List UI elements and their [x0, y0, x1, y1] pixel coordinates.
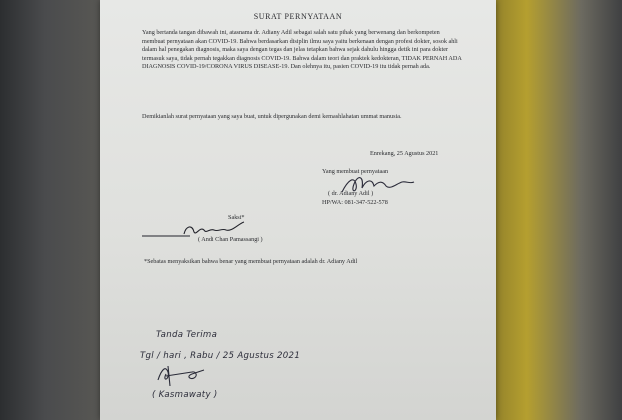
receiver-signature: [152, 362, 212, 388]
background-right: [486, 0, 622, 420]
witness-note: *Sebatas menyaksikan bahwa benar yang membuat pernyataan adalah dr. Adiany Adil: [144, 258, 358, 265]
witness-signature: [140, 218, 255, 242]
witness-label: Saksi*: [228, 214, 245, 221]
document-page: [100, 0, 496, 420]
signatory-label: Yang membuat pernyataan: [322, 168, 389, 175]
handwritten-receiver: ( Kasmawaty ): [152, 390, 218, 400]
signatory-signature: [338, 172, 418, 200]
handwritten-date: Tgl / hari , Rabu / 25 Agustus 2021: [140, 351, 301, 361]
closing-paragraph: Demikianlah surat pernyataan yang saya buat, untuk dipergunakan demi kemashlahatan ummat manusia.: [142, 113, 402, 120]
background-left: [0, 0, 112, 420]
document-title: SURAT PERNYATAAN: [253, 12, 343, 21]
witness-name: ( Andi Chan Pamassangi ): [198, 236, 263, 244]
signatory-phone: HP/WA: 081-347-522-578: [322, 198, 388, 206]
handwritten-receipt: Tanda Terima: [156, 330, 218, 340]
signatory-name: ( dr. Adiany Adil ): [328, 190, 374, 198]
place-date: Enrekang, 25 Agustus 2021: [370, 150, 439, 157]
statement-body: Yang bertanda tangan dibawah ini, atasnama dr. Adiany Adil sebagai salah satu pihak yang berwenang dan berkompeten membuat pernyataan akan COVID-19. Bahwa berdasarkan disiplin ilmu saya yaitu berkenaan dengan profesi dokter, sosok ahli dalam hal penegakan diagnosis, maka saya dengan tegas dan jelas tetapkan bahwa sejak dahulu hingga detik ini para dokter termasuk saya, tidak pernah tegakkan diagnosis COVID-19. Bahwa dalam teori dan praktek kedokteran, TIDAK PERNAH ADA DIAGNOSIS COVID-19/CORONA VIRUS DISEASE-19. Dan olehnya itu, pasien COVID-19 itu tidak pernah ada.: [142, 29, 462, 71]
